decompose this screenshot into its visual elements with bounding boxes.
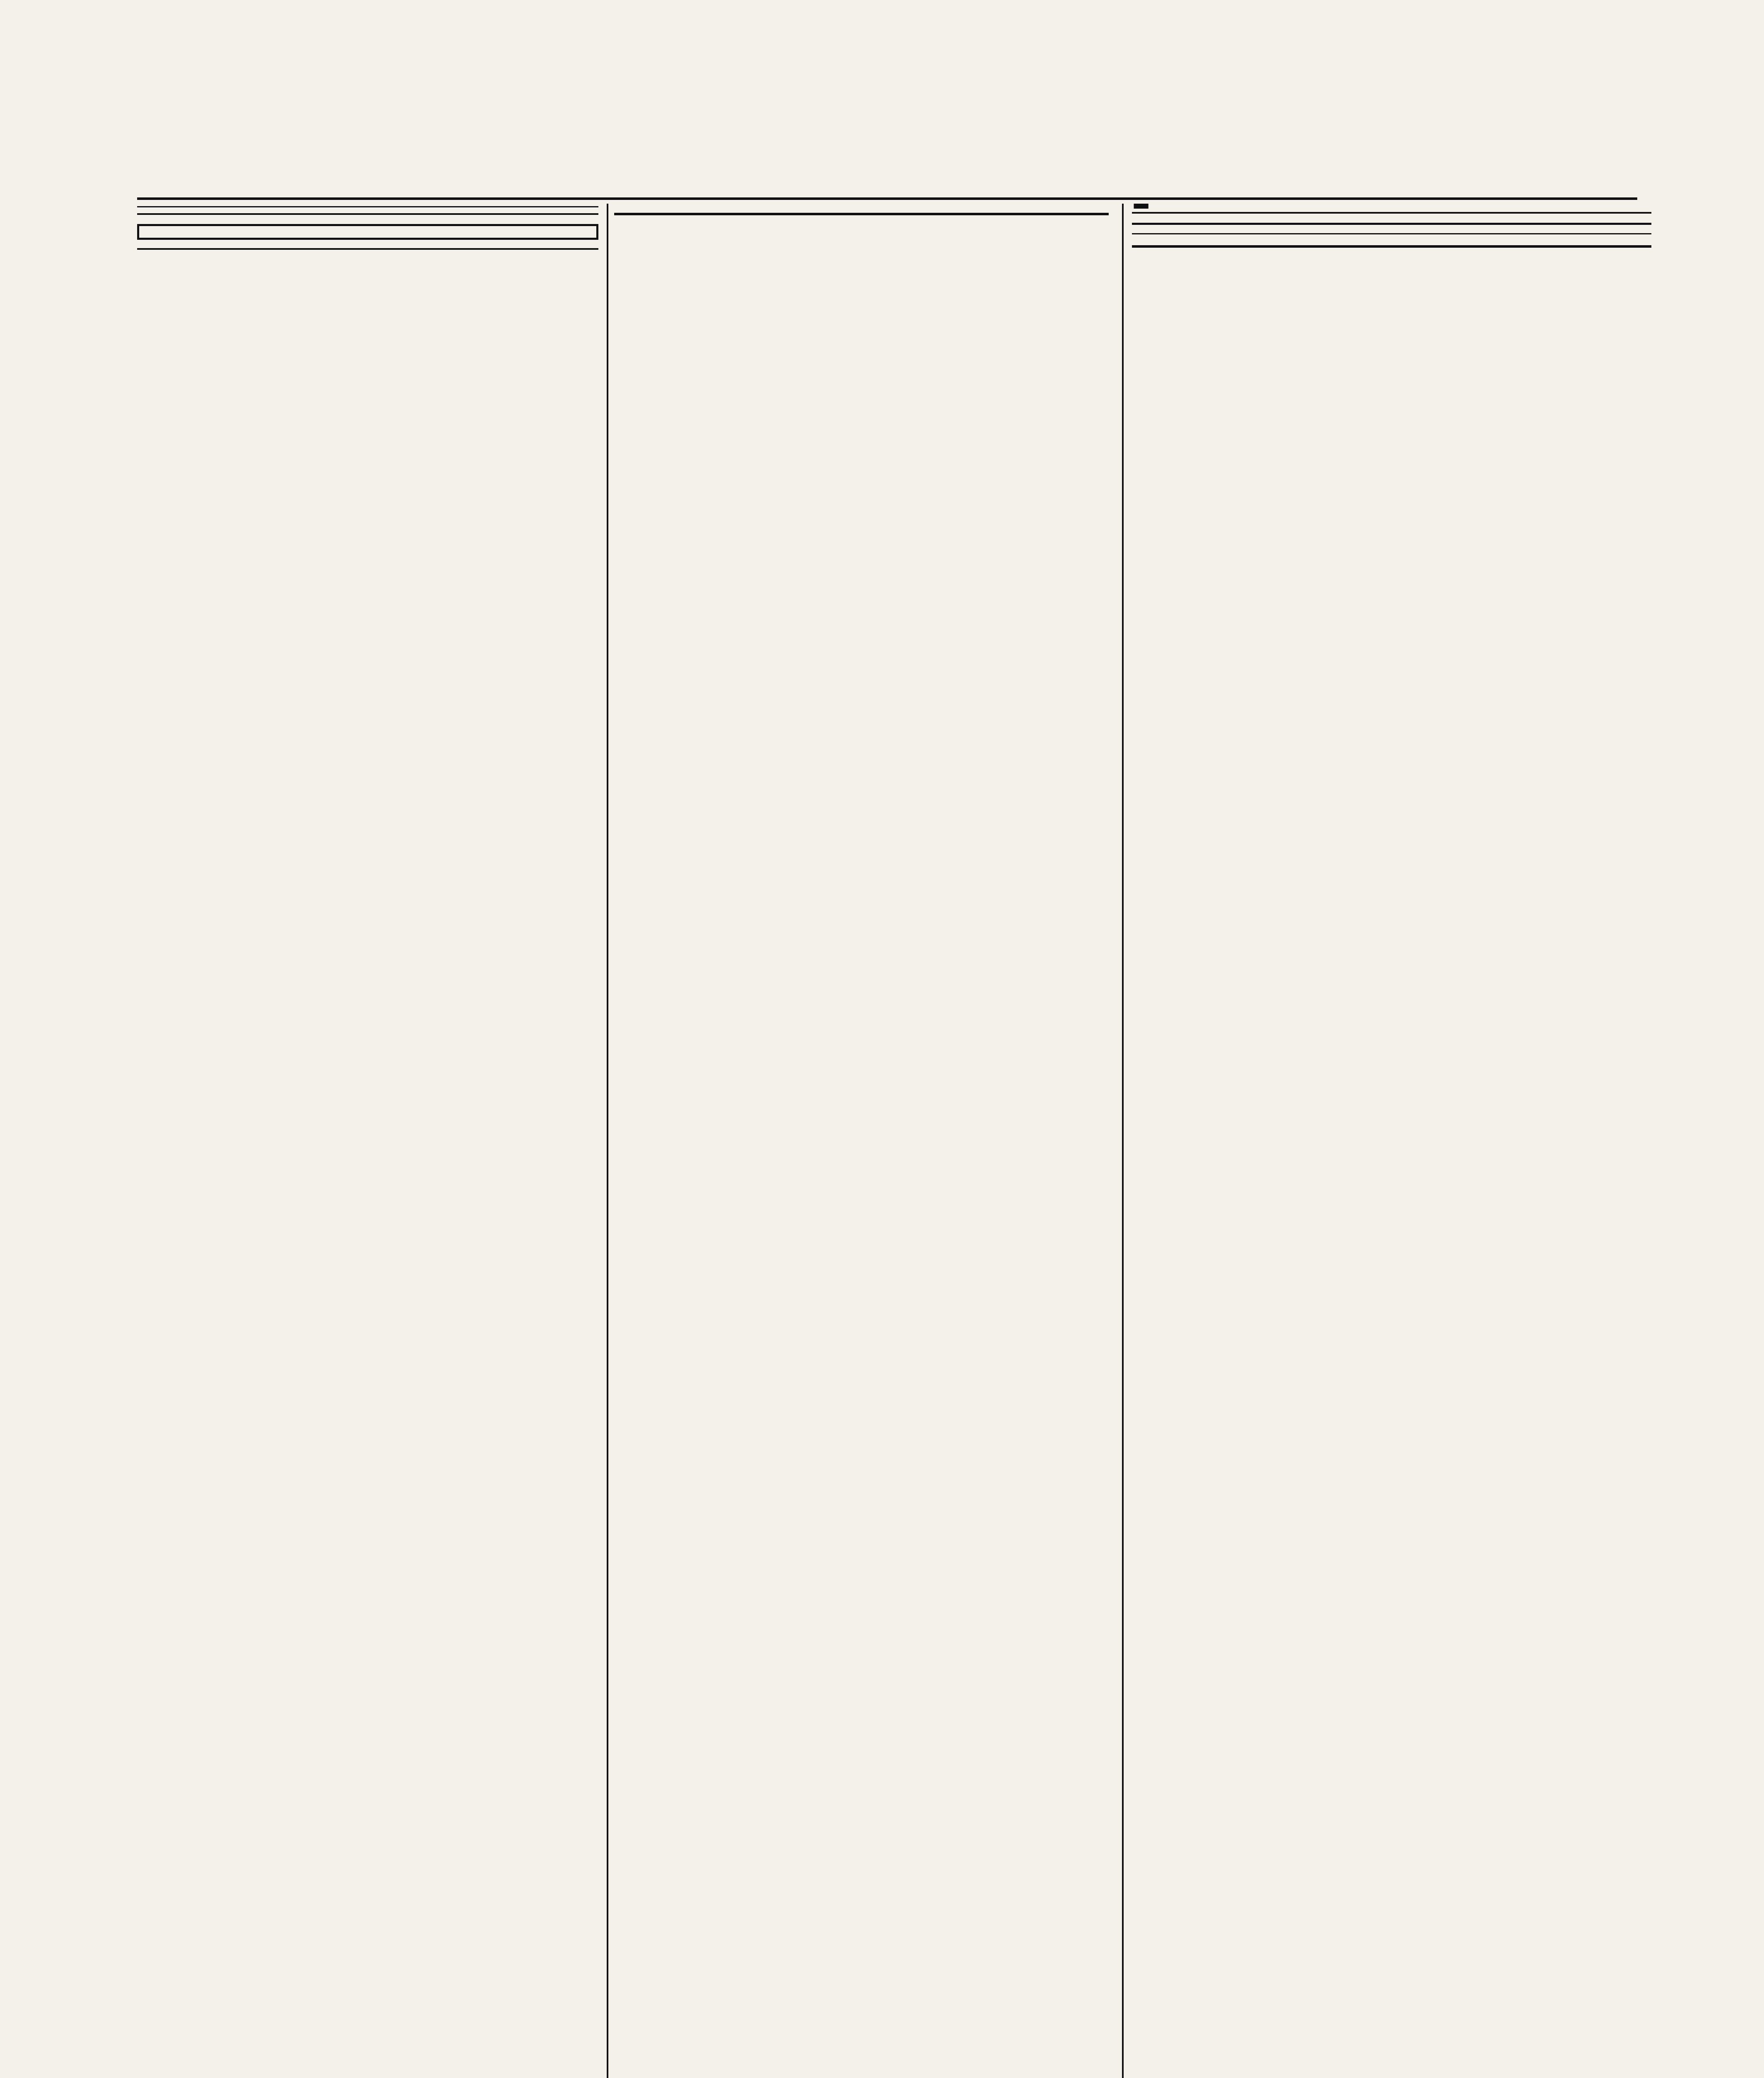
column-3 [1122,204,1651,2078]
divider [137,213,598,215]
services-table-title [614,213,1109,220]
bank-ad [1132,223,1651,234]
section-title-theatre [1132,245,1651,254]
jeweller-ad [1132,204,1651,214]
column-1 [137,204,608,2078]
page-header [137,164,1637,200]
jeweller-ad-title [1134,204,1148,209]
job-ad-strip [137,204,598,207]
column-2 [614,204,1109,2078]
divider [137,248,598,250]
insurance-ad [137,224,598,240]
